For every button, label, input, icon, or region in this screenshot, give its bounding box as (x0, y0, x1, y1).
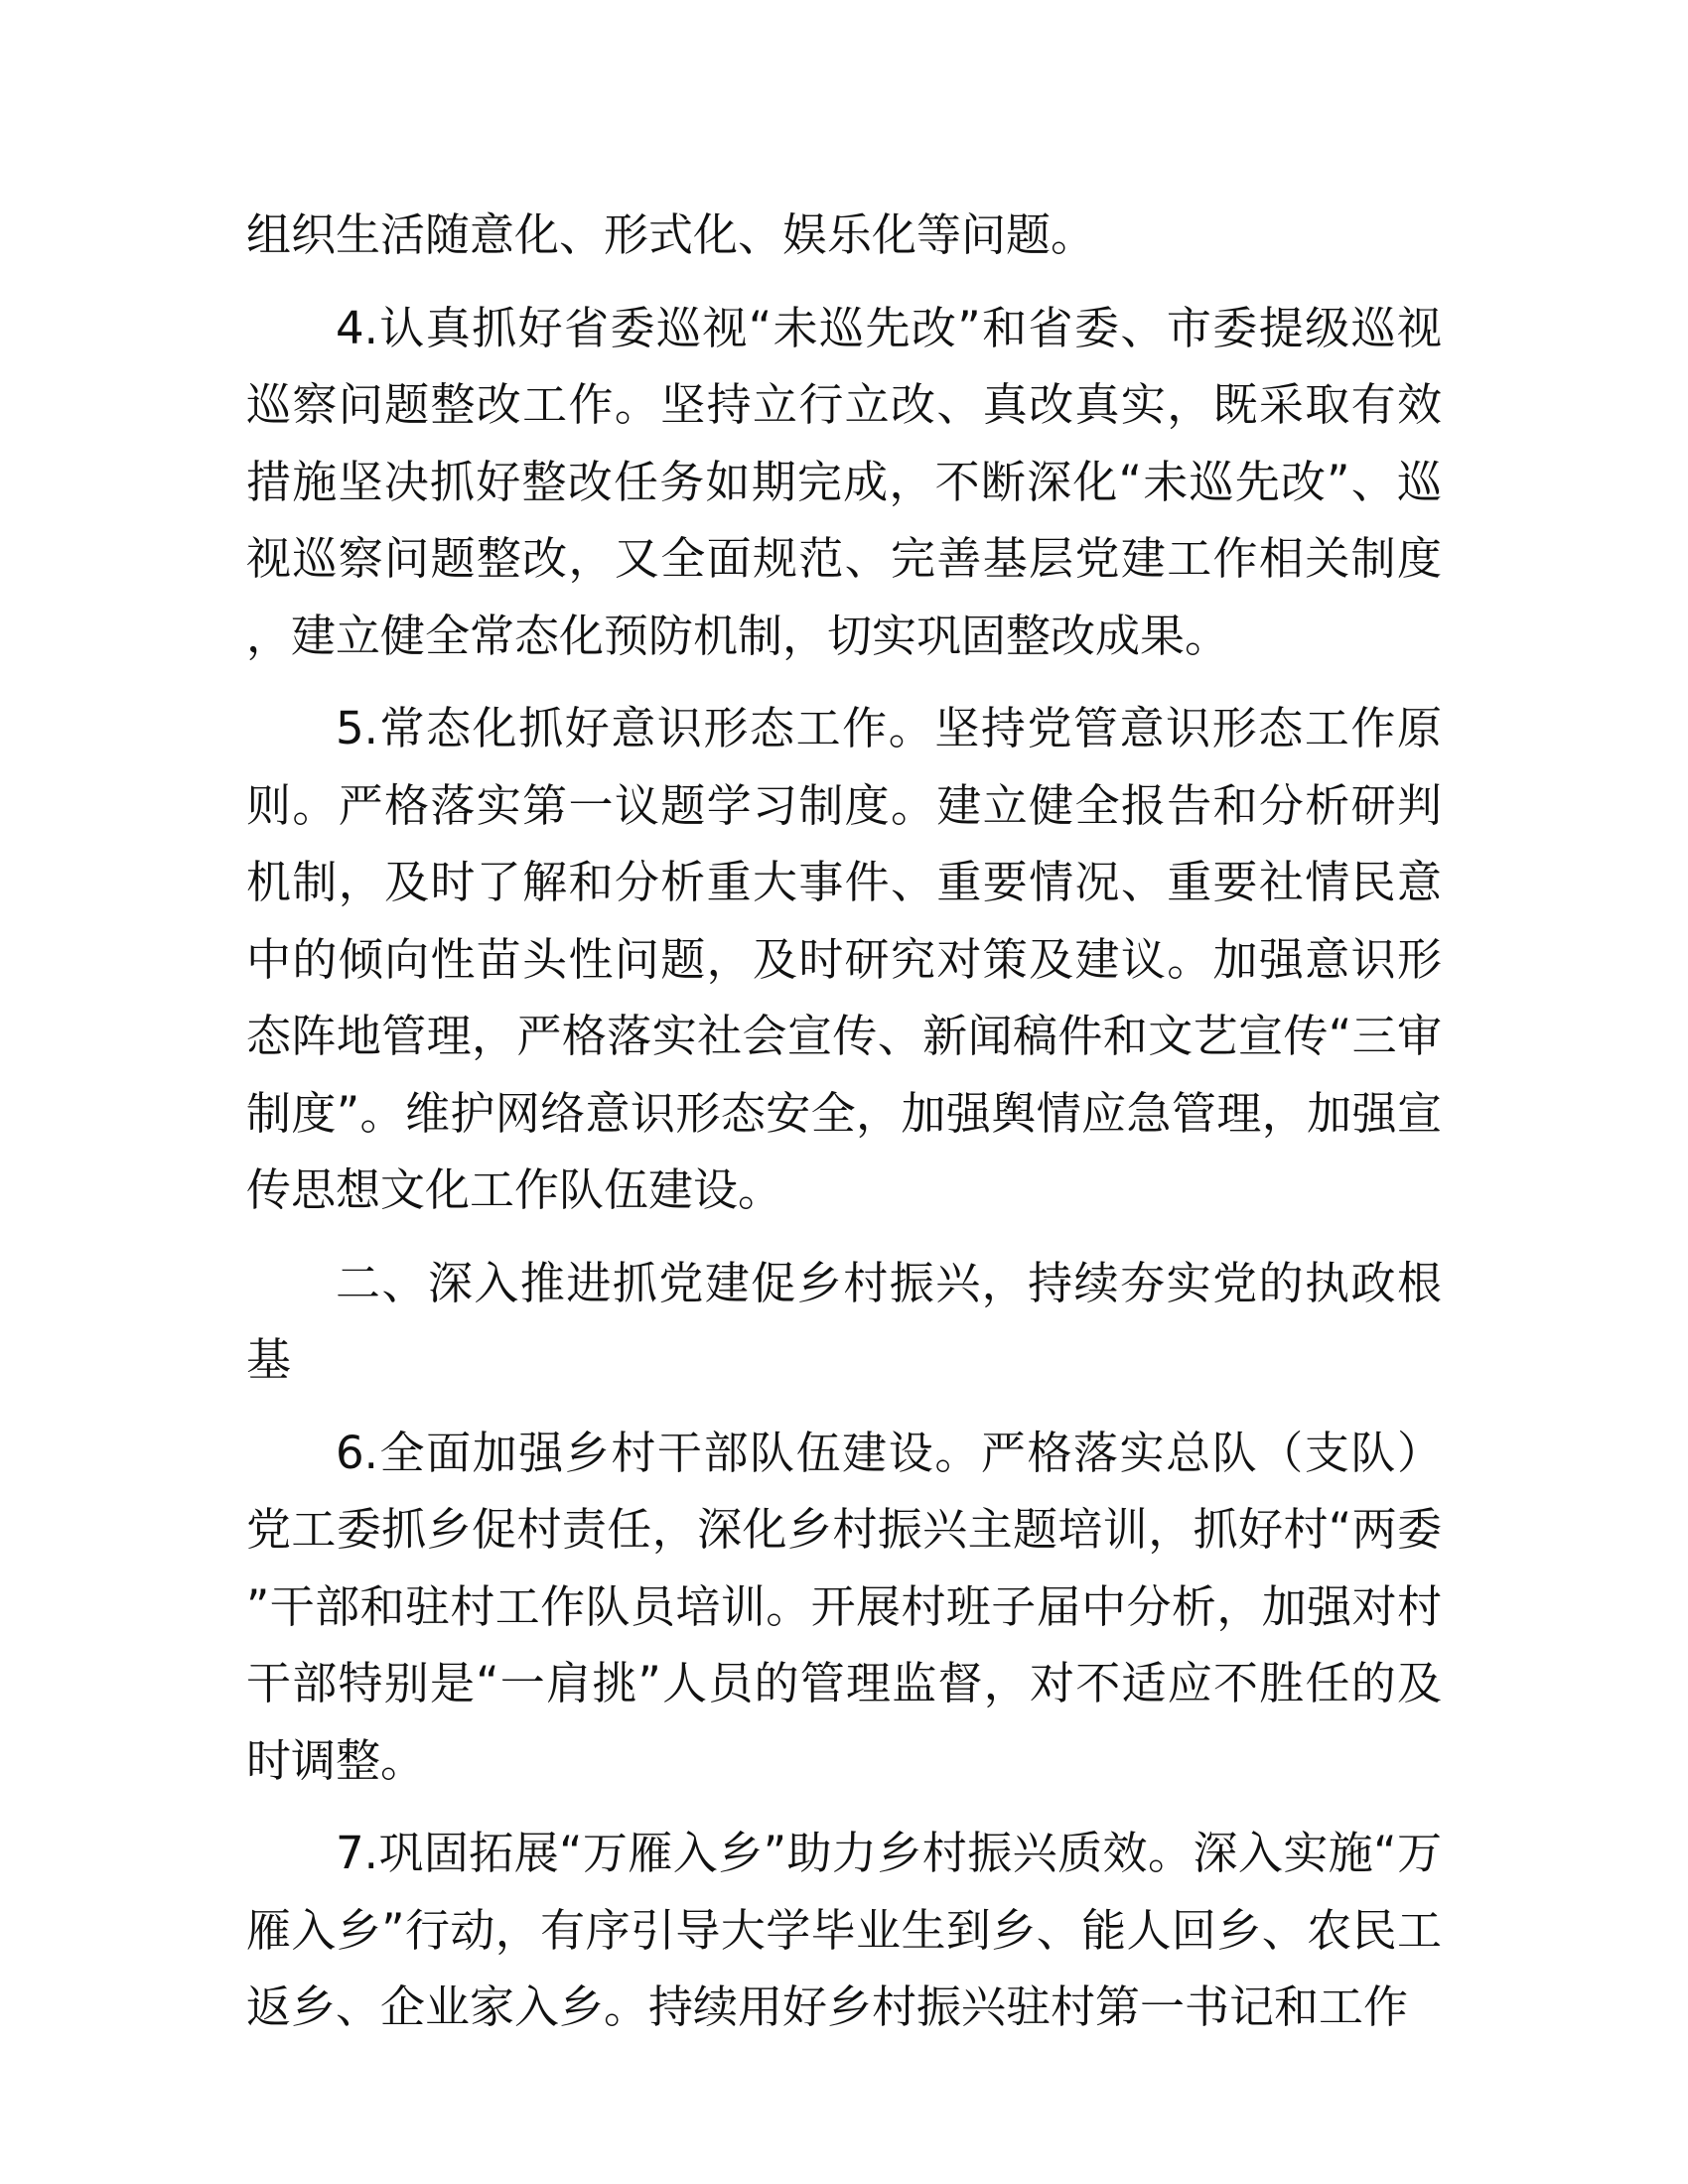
paragraph-item-4: 4.认真抓好省委巡视“未巡先改”和省委、市委提级巡视巡察问题整改工作。坚持立行立改、真改真实，既采取有效措施坚决抓好整改任务如期完成，不断深化“未巡先改”、巡视巡察问题整改，又全面规范、完善基层党建工作相关制度，建立健全常态化预防机制，切实巩固整改成果。 (246, 301, 1442, 662)
paragraph-item-7: 7.巩固拓展“万雁入乡”助力乡村振兴质效。深入实施“万雁入乡”行动，有序引导大学毕业生到乡、能人回乡、农民工返乡、企业家入乡。持续用好乡村振兴驻村第一书记和工作 (246, 1827, 1442, 2033)
paragraph-continuation: 组织生活随意化、形式化、娱乐化等问题。 (246, 208, 1096, 261)
section-heading-2: 二、深入推进抓党建促乡村振兴，持续夯实党的执政根基 (246, 1256, 1442, 1386)
paragraph-item-5: 5.常态化抓好意识形态工作。坚持党管意识形态工作原则。严格落实第一议题学习制度。建立健全报告和分析研判机制，及时了解和分析重大事件、重要情况、重要社情民意中的倾向性苗头性问题，及时研究对策及建议。加强意识形态阵地管理，严格落实社会宣传、新闻稿件和文艺宣传“三审制度”。维护网络意识形态安全，加强舆情应急管理，加强宣传思想文化工作队伍建设。 (246, 702, 1442, 1216)
paragraph-item-6: 6.全面加强乡村干部队伍建设。严格落实总队（支队）党工委抓乡促村责任，深化乡村振兴主题培训，抓好村“两委”干部和驻村工作队员培训。开展村班子届中分析，加强对村干部特别是“一肩挑”人员的管理监督，对不适应不胜任的及时调整。 (246, 1426, 1442, 1787)
